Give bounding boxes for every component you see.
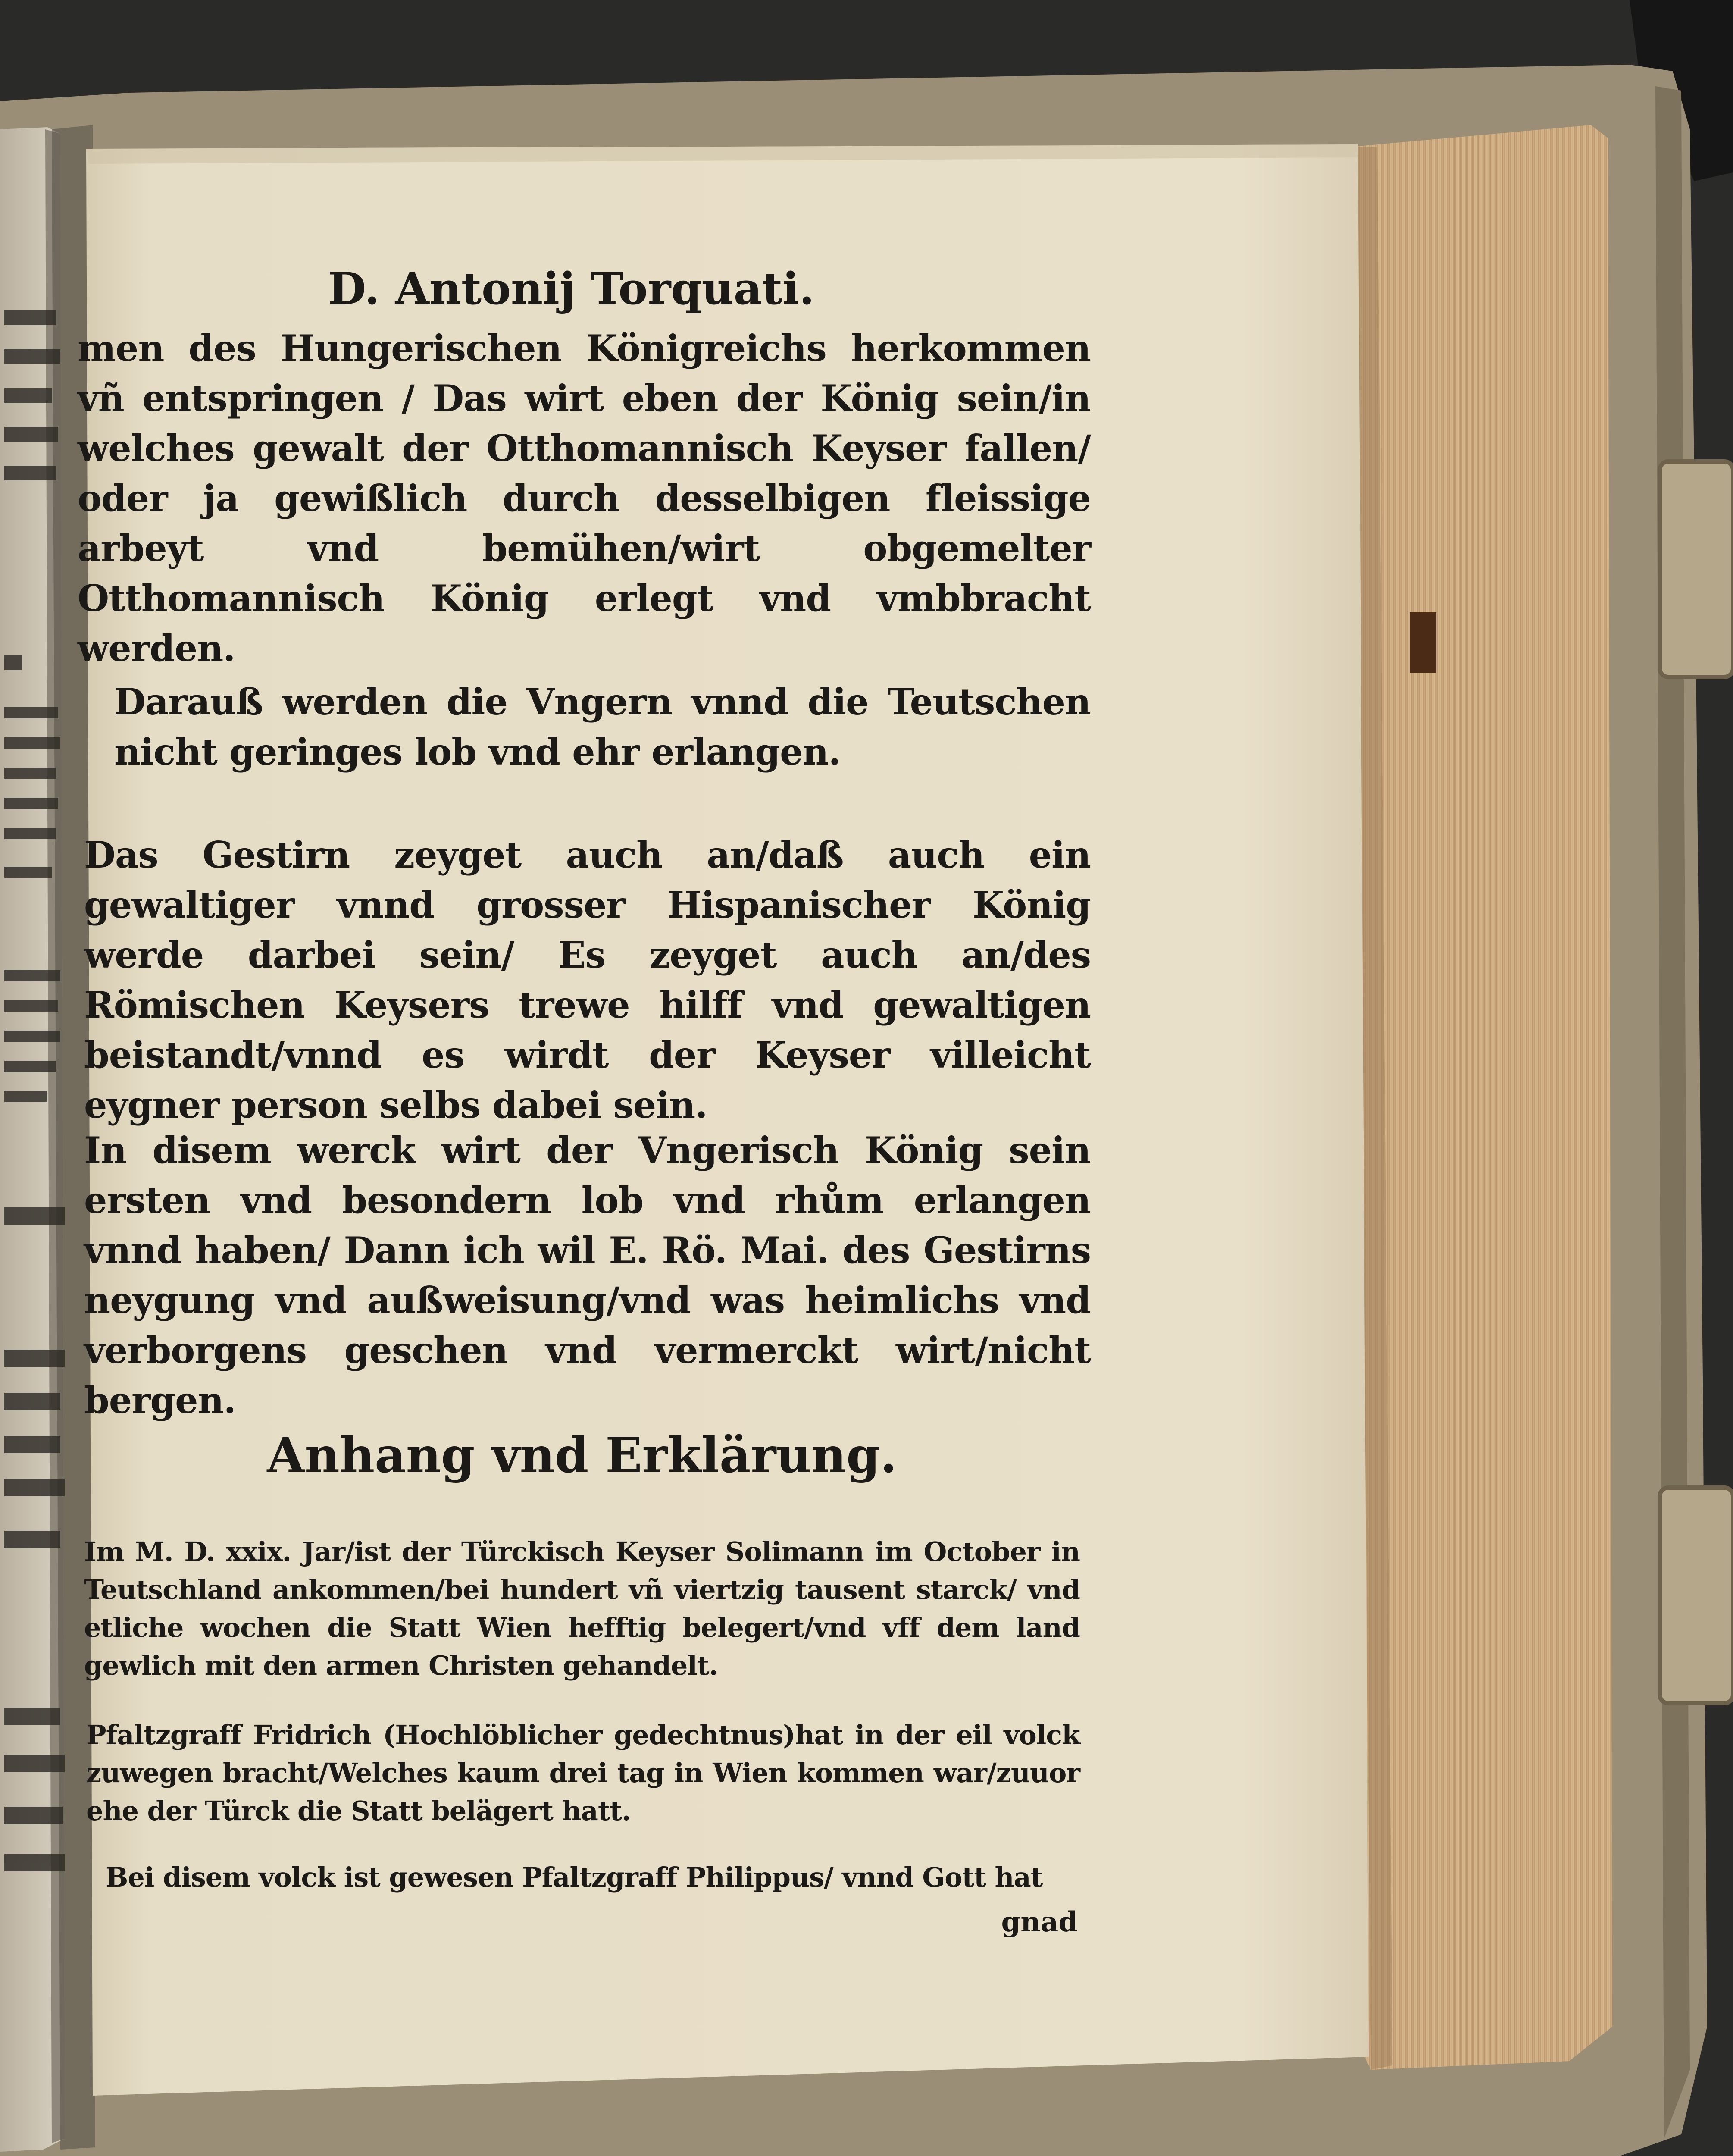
body-paragraph-2: Darauß werden die Vngern vnnd die Teutschen nicht geringes lob vnd ehr erlangen.: [114, 680, 1091, 773]
clasp-upper: [1660, 461, 1733, 677]
clasp-lower: [1660, 1488, 1733, 1703]
note-paragraph-2: Pfaltzgraff Fridrich (Hochlöblicher gedechtnus)hat in der eil volck zuwegen bracht/Welches kaum drei tag in Wien kommen war/zuuor ehe der Türck die Statt belägert hatt.: [86, 1719, 1080, 1827]
page-fore-edge: [1354, 125, 1612, 2070]
bookmark-tab: [1410, 612, 1436, 673]
body-paragraph-1: men des Hungerischen Königreichs herkommen vñ entspringen / Das wirt eben der König sein/in welches gewalt der Otthomannisch Keyser fallen/ oder ja gewißlich durch desselbigen fleissige arbeyt vnd bemühen/wirt obgemelter Otthomannisch König erlegt vnd vmbbracht werden.: [78, 327, 1091, 670]
page-running-title: D. Antonij Torquati.: [328, 263, 815, 315]
section-heading: Anhang vnd Erklärung.: [267, 1427, 897, 1484]
note-paragraph-1: Im M. D. xxix. Jar/ist der Türckisch Keyser Solimann im October in Teutschland ankommen/bei hundert vñ viertzig tausent starck/ vnd etliche wochen die Statt Wien hefftig belegert/vnd vff dem land gewlich mit den armen Christen gehandelt.: [84, 1536, 1080, 1681]
body-paragraph-3: Das Gestirn zeyget auch an/daß auch ein gewaltiger vnnd grosser Hispanischer König werde darbei sein/ Es zeyget auch an/des Römischen Keysers trewe hilff vnd gewaltigen beistandt/vnnd es wirdt der Keyser villeicht eygner person selbs dabei sein.: [84, 834, 1091, 1126]
note-paragraph-3: Bei disem volck ist gewesen Pfaltzgraff Philippus/ vnnd Gott hat: [106, 1861, 1043, 1893]
catchword: gnad: [1001, 1906, 1078, 1938]
body-paragraph-4: In disem werck wirt der Vngerisch König sein ersten vnd besondern lob vnd rhům erlangen vnnd haben/ Dann ich wil E. Rö. Mai. des Gestirns neygung vnd außweisung/vnd was heimlichs vnd verborgens geschen vnd vermerckt wirt/nicht bergen.: [84, 1129, 1091, 1422]
